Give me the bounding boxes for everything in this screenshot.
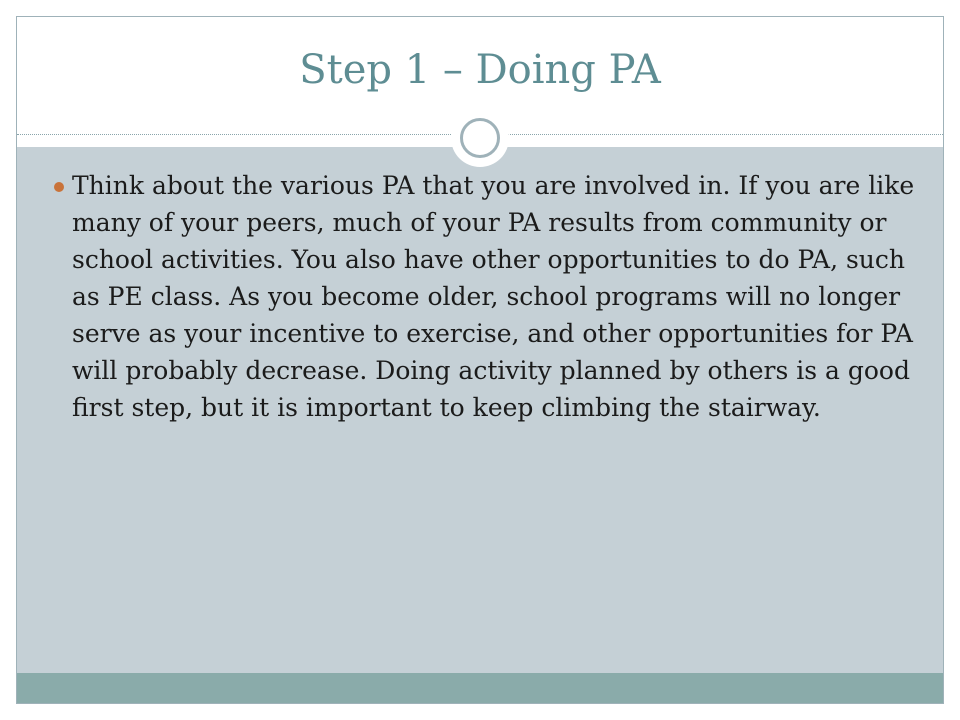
bullet-dot-icon [54,182,64,192]
slide [16,16,944,704]
bottom-band [17,673,943,703]
slide-title: Step 1 – Doing PA [299,47,661,93]
bullet-text: Think about the various PA that you are involved in. If you are like many of your peers, much of your PA results from community or school activities. You also have other opportunities to do PA, such as PE class. As you become older, school programs will no longer serve as your incentive to exercise, and other opportunities for PA will probably decrease. Doing activity planned by others is a good first step, but it is important to keep climbing the stairway. [72,171,915,422]
bullet-item [55,167,925,426]
bullet-list [55,167,925,426]
circle-ring-icon [451,109,509,167]
ring-shape [460,118,500,158]
